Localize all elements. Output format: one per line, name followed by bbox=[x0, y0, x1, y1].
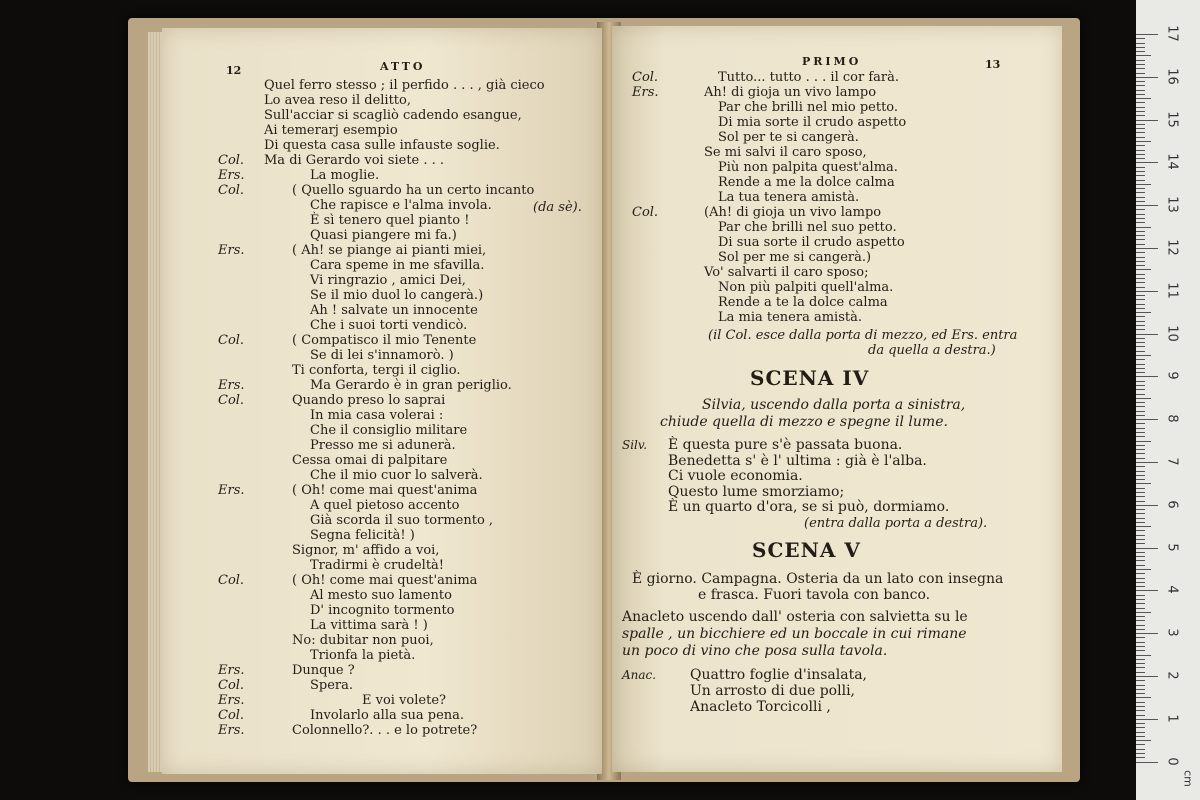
ruler-tick bbox=[1136, 676, 1158, 677]
verse-line: Colonnello?. . . e lo potrete? bbox=[292, 723, 478, 738]
ruler-unit: cm bbox=[1181, 770, 1195, 787]
scene-title: SCENA V bbox=[752, 538, 861, 562]
ruler-tick bbox=[1136, 162, 1158, 163]
verse-line: ( Quello sguardo ha un certo incanto bbox=[292, 183, 535, 198]
ruler-tick bbox=[1136, 180, 1145, 181]
ruler-tick bbox=[1136, 471, 1145, 472]
ruler-tick bbox=[1136, 492, 1145, 493]
ruler-tick bbox=[1136, 488, 1145, 489]
ruler-tick bbox=[1136, 150, 1145, 151]
ruler-tick bbox=[1136, 483, 1151, 484]
ruler-tick bbox=[1136, 496, 1145, 497]
ruler-tick bbox=[1136, 406, 1145, 407]
ruler-tick bbox=[1136, 526, 1151, 527]
left-page bbox=[162, 28, 602, 774]
ruler-tick bbox=[1136, 432, 1145, 433]
ruler-tick bbox=[1136, 543, 1145, 544]
stage-direction: spalle , un bicchiere ed un boccale in cui rimane bbox=[622, 626, 967, 642]
verse-line: (Ah! di gioja un vivo lampo bbox=[704, 205, 882, 220]
ruler-number: 10 bbox=[1164, 324, 1180, 342]
ruler-tick bbox=[1136, 411, 1145, 412]
ruler-tick bbox=[1136, 672, 1145, 673]
ruler-tick bbox=[1136, 625, 1145, 626]
ruler-tick bbox=[1136, 376, 1158, 377]
ruler-tick bbox=[1136, 620, 1145, 621]
ruler-number: 11 bbox=[1164, 282, 1180, 299]
verse-line: No: dubitar non puoi, bbox=[292, 633, 434, 648]
ruler-tick bbox=[1136, 132, 1145, 133]
verse-line: Lo avea reso il delitto, bbox=[264, 93, 411, 108]
ruler-tick bbox=[1136, 539, 1145, 540]
ruler-tick bbox=[1136, 732, 1145, 733]
ruler-tick bbox=[1136, 329, 1145, 330]
speaker-label: Ers. bbox=[218, 693, 245, 708]
verse-line: Presso me si adunerà. bbox=[310, 438, 456, 453]
ruler-tick bbox=[1136, 98, 1151, 99]
ruler-number: 3 bbox=[1164, 628, 1180, 637]
ruler-tick bbox=[1136, 295, 1145, 296]
scene-description: Silvia, uscendo dalla porta a sinistra, bbox=[702, 397, 966, 413]
ruler-tick bbox=[1136, 175, 1145, 176]
verse-line: Se mi salvi il caro sposo, bbox=[704, 145, 867, 160]
verse-line: La moglie. bbox=[310, 168, 380, 183]
ruler-tick bbox=[1136, 278, 1145, 279]
ruler-tick bbox=[1136, 239, 1145, 240]
running-header: PRIMO bbox=[802, 55, 862, 68]
verse-line: Al mesto suo lamento bbox=[310, 588, 452, 603]
ruler-tick bbox=[1136, 342, 1145, 343]
speaker-label: Col. bbox=[218, 183, 245, 198]
speaker-label: Ers. bbox=[218, 243, 245, 258]
ruler-tick bbox=[1136, 479, 1145, 480]
speaker-label: Col. bbox=[218, 153, 245, 168]
ruler-tick bbox=[1136, 107, 1145, 108]
ruler-tick bbox=[1136, 252, 1145, 253]
ruler-tick bbox=[1136, 73, 1145, 74]
ruler-tick bbox=[1136, 197, 1145, 198]
ruler-tick bbox=[1136, 633, 1158, 634]
ruler-tick bbox=[1136, 287, 1145, 288]
verse-line: Ai temerarj esempio bbox=[264, 123, 398, 138]
ruler-tick bbox=[1136, 603, 1145, 604]
verse-line: Spera. bbox=[310, 678, 354, 693]
ruler-tick bbox=[1136, 158, 1145, 159]
ruler-tick bbox=[1136, 214, 1145, 215]
ruler-number: 0 bbox=[1164, 756, 1180, 766]
verse-line: Ah! di gioja un vivo lampo bbox=[704, 85, 877, 100]
ruler-tick bbox=[1136, 312, 1151, 313]
ruler-number: 4 bbox=[1164, 585, 1180, 595]
verse-line: Tutto... tutto . . . il cor farà. bbox=[718, 70, 899, 85]
ruler-tick bbox=[1136, 398, 1151, 399]
speaker-label: Silv. bbox=[622, 438, 648, 452]
verse-line: Che il consiglio militare bbox=[310, 423, 468, 438]
ruler-tick bbox=[1136, 64, 1145, 65]
verse-line: ( Ah! se piange ai pianti miei, bbox=[292, 243, 487, 258]
ruler-tick bbox=[1136, 34, 1158, 35]
ruler-tick bbox=[1136, 364, 1145, 365]
ruler-tick bbox=[1136, 616, 1145, 617]
verse-line: Ma di Gerardo voi siete . . . bbox=[264, 153, 445, 168]
ruler-tick bbox=[1136, 475, 1145, 476]
ruler-tick bbox=[1136, 124, 1145, 125]
ruler-tick bbox=[1136, 522, 1145, 523]
speaker-label: Col. bbox=[218, 708, 245, 723]
ruler-number: 1 bbox=[1164, 714, 1180, 723]
ruler-tick bbox=[1136, 141, 1151, 142]
verse-line: Par che brilli nel suo petto. bbox=[718, 220, 897, 235]
verse-line: È un quarto d'ora, se si può, dormiamo. bbox=[668, 499, 950, 515]
verse-line: Che il mio cuor lo salverà. bbox=[310, 468, 483, 483]
verse-line: Vo' salvarti il caro sposo; bbox=[704, 265, 869, 280]
ruler-tick bbox=[1136, 736, 1145, 737]
stage-direction: (entra dalla porta a destra). bbox=[804, 516, 988, 531]
verse-line: Che rapisce e l'alma invola. bbox=[310, 198, 492, 213]
verse-line: E voi volete? bbox=[362, 693, 446, 708]
ruler-tick bbox=[1136, 137, 1145, 138]
verse-line: Rende a te la dolce calma bbox=[718, 295, 888, 310]
stage-direction: (il Col. esce dalla porta di mezzo, ed Ers. entra bbox=[708, 328, 1018, 343]
verse-line: Vi ringrazio , amici Dei, bbox=[310, 273, 466, 288]
ruler-tick bbox=[1136, 453, 1145, 454]
ruler-tick bbox=[1136, 723, 1145, 724]
verse-line: Par che brilli nel mio petto. bbox=[718, 100, 899, 115]
speaker-label: Ers. bbox=[218, 378, 245, 393]
ruler-tick bbox=[1136, 445, 1145, 446]
verse-line: Che i suoi torti vendicò. bbox=[310, 318, 468, 333]
ruler-tick bbox=[1136, 659, 1145, 660]
stage-direction: un poco di vino che posa sulla tavola. bbox=[622, 643, 888, 659]
ruler-tick bbox=[1136, 316, 1145, 317]
ruler-tick bbox=[1136, 706, 1145, 707]
ruler-tick bbox=[1136, 727, 1145, 728]
ruler-tick bbox=[1136, 655, 1151, 656]
verse-line: Ti conforta, tergi il ciglio. bbox=[292, 363, 461, 378]
ruler-tick bbox=[1136, 265, 1145, 266]
ruler-number: 17 bbox=[1164, 25, 1180, 42]
ruler-tick bbox=[1136, 466, 1145, 467]
verse-line: Segna felicità! ) bbox=[310, 528, 415, 543]
ruler-tick bbox=[1136, 569, 1151, 570]
ruler-tick bbox=[1136, 449, 1145, 450]
speaker-label: Anac. bbox=[622, 668, 657, 682]
ruler-tick bbox=[1136, 573, 1145, 574]
ruler-tick bbox=[1136, 582, 1145, 583]
verse-line: Se il mio duol lo cangerà.) bbox=[310, 288, 484, 303]
ruler-tick bbox=[1136, 346, 1145, 347]
ruler-tick bbox=[1136, 586, 1145, 587]
ruler-tick bbox=[1136, 513, 1145, 514]
speaker-label: Col. bbox=[218, 678, 245, 693]
ruler-tick bbox=[1136, 419, 1158, 420]
ruler-tick bbox=[1136, 308, 1145, 309]
ruler-tick bbox=[1136, 560, 1145, 561]
measuring-ruler bbox=[1136, 0, 1200, 800]
scene-description: È giorno. Campagna. Osteria da un lato con insegna bbox=[632, 571, 1004, 587]
ruler-tick bbox=[1136, 389, 1145, 390]
ruler-tick bbox=[1136, 565, 1145, 566]
ruler-number: 12 bbox=[1164, 239, 1180, 256]
ruler-tick bbox=[1136, 590, 1158, 591]
ruler-tick bbox=[1136, 693, 1145, 694]
speaker-label: Ers. bbox=[218, 168, 245, 183]
verse-line: La vittima sarà ! ) bbox=[310, 618, 428, 633]
speaker-label: Col. bbox=[218, 573, 245, 588]
page-number: 13 bbox=[985, 58, 1001, 71]
ruler-tick bbox=[1136, 205, 1158, 206]
verse-line: ( Oh! come mai quest'anima bbox=[292, 483, 478, 498]
right-page bbox=[612, 26, 1062, 772]
ruler-tick bbox=[1136, 458, 1145, 459]
ruler-tick bbox=[1136, 304, 1145, 305]
ruler-tick bbox=[1136, 556, 1145, 557]
ruler-tick bbox=[1136, 368, 1145, 369]
ruler-tick bbox=[1136, 201, 1145, 202]
ruler-number: 8 bbox=[1164, 414, 1180, 423]
ruler-tick bbox=[1136, 415, 1145, 416]
ruler-tick bbox=[1136, 128, 1145, 129]
ruler-tick bbox=[1136, 248, 1158, 249]
speaker-label: Col. bbox=[632, 205, 659, 220]
verse-line: Ma Gerardo è in gran periglio. bbox=[310, 378, 512, 393]
verse-line: Se di lei s'innamorò. ) bbox=[310, 348, 454, 363]
stage-direction: da quella a destra.) bbox=[868, 343, 996, 358]
ruler-tick bbox=[1136, 680, 1145, 681]
ruler-tick bbox=[1136, 715, 1145, 716]
verse-line: È sì tenero quel pianto ! bbox=[310, 213, 470, 228]
ruler-tick bbox=[1136, 637, 1145, 638]
ruler-number: 9 bbox=[1164, 371, 1180, 381]
page-number: 12 bbox=[226, 64, 242, 77]
ruler-tick bbox=[1136, 762, 1158, 763]
verse-line: Cessa omai di palpitare bbox=[292, 453, 448, 468]
stage-direction-text: Anacleto uscendo dall' osteria con salvietta su le bbox=[622, 609, 968, 625]
ruler-tick bbox=[1136, 595, 1145, 596]
ruler-tick bbox=[1136, 612, 1151, 613]
ruler-tick bbox=[1136, 441, 1151, 442]
ruler-tick bbox=[1136, 244, 1145, 245]
ruler-number: 13 bbox=[1164, 196, 1180, 213]
stage-aside: (da sè). bbox=[533, 200, 582, 215]
ruler-tick bbox=[1136, 184, 1151, 185]
ruler-tick bbox=[1136, 291, 1158, 292]
ruler-tick bbox=[1136, 325, 1145, 326]
verse-line: Di sua sorte il crudo aspetto bbox=[718, 235, 905, 250]
speaker-label: Ers. bbox=[218, 663, 245, 678]
ruler-tick bbox=[1136, 436, 1145, 437]
ruler-tick bbox=[1136, 102, 1145, 103]
ruler-tick bbox=[1136, 269, 1151, 270]
ruler-tick bbox=[1136, 385, 1145, 386]
speaker-label: Ers. bbox=[632, 85, 659, 100]
verse-line: Sull'acciar si scagliò cadendo esangue, bbox=[264, 108, 522, 123]
ruler-tick bbox=[1136, 428, 1145, 429]
ruler-tick bbox=[1136, 642, 1145, 643]
stage-direction bbox=[622, 610, 968, 625]
ruler-tick bbox=[1136, 663, 1145, 664]
ruler-tick bbox=[1136, 209, 1145, 210]
ruler-tick bbox=[1136, 171, 1145, 172]
running-header: ATTO bbox=[380, 60, 426, 73]
verse-line: In mia casa volerai : bbox=[310, 408, 444, 423]
speaker-label: Ers. bbox=[218, 483, 245, 498]
ruler-tick bbox=[1136, 282, 1145, 283]
ruler-tick bbox=[1136, 685, 1145, 686]
ruler-tick bbox=[1136, 757, 1145, 758]
verse-line: Ci vuole economia. bbox=[668, 468, 803, 484]
ruler-tick bbox=[1136, 55, 1151, 56]
verse-line: Quasi piangere mi fa.) bbox=[310, 228, 457, 243]
ruler-tick bbox=[1136, 222, 1145, 223]
ruler-tick bbox=[1136, 218, 1145, 219]
verse-line: Cara speme in me sfavilla. bbox=[310, 258, 485, 273]
ruler-number: 6 bbox=[1164, 500, 1180, 509]
ruler-tick bbox=[1136, 505, 1158, 506]
verse-line: Non più palpiti quell'alma. bbox=[718, 280, 894, 295]
ruler-tick bbox=[1136, 338, 1145, 339]
ruler-number: 7 bbox=[1164, 457, 1180, 466]
ruler-tick bbox=[1136, 261, 1145, 262]
verse-line: Signor, m' affido a voi, bbox=[292, 543, 440, 558]
speaker-label: Col. bbox=[632, 70, 659, 85]
ruler-tick bbox=[1136, 145, 1145, 146]
verse-line: Di mia sorte il crudo aspetto bbox=[718, 115, 907, 130]
ruler-tick bbox=[1136, 355, 1151, 356]
verse-line: D' incognito tormento bbox=[310, 603, 455, 618]
ruler-tick bbox=[1136, 394, 1145, 395]
ruler-tick bbox=[1136, 423, 1145, 424]
verse-line: Involarlo alla sua pena. bbox=[310, 708, 465, 723]
ruler-tick bbox=[1136, 381, 1145, 382]
ruler-tick bbox=[1136, 274, 1145, 275]
speaker-label: Ers. bbox=[218, 723, 245, 738]
ruler-tick bbox=[1136, 372, 1145, 373]
ruler-tick bbox=[1136, 90, 1145, 91]
ruler-number: 15 bbox=[1164, 110, 1180, 128]
verse-line: Sol per me si cangerà.) bbox=[718, 250, 872, 265]
ruler-tick bbox=[1136, 744, 1145, 745]
ruler-tick bbox=[1136, 402, 1145, 403]
verse-line: Più non palpita quest'alma. bbox=[718, 160, 898, 175]
ruler-tick bbox=[1136, 231, 1145, 232]
ruler-tick bbox=[1136, 629, 1145, 630]
ruler-tick bbox=[1136, 548, 1158, 549]
verse-line: Già scorda il suo tormento , bbox=[310, 513, 494, 528]
ruler-tick bbox=[1136, 530, 1145, 531]
verse-line: Trionfa la pietà. bbox=[310, 648, 416, 663]
ruler-tick bbox=[1136, 154, 1145, 155]
ruler-tick bbox=[1136, 359, 1145, 360]
ruler-tick bbox=[1136, 689, 1145, 690]
ruler-tick bbox=[1136, 719, 1158, 720]
ruler-tick bbox=[1136, 535, 1145, 536]
ruler-tick bbox=[1136, 608, 1145, 609]
ruler-tick bbox=[1136, 299, 1145, 300]
verse-line: Questo lume smorziamo; bbox=[668, 483, 845, 500]
ruler-tick bbox=[1136, 753, 1145, 754]
verse-line: Un arrosto di due polli, bbox=[690, 683, 855, 699]
ruler-tick bbox=[1136, 710, 1145, 711]
scene-description: chiude quella di mezzo e spegne il lume. bbox=[660, 414, 948, 430]
verse-line: ( Oh! come mai quest'anima bbox=[292, 573, 478, 588]
ruler-tick bbox=[1136, 749, 1145, 750]
verse-line: Quel ferro stesso ; il perfido . . . , già cieco bbox=[264, 78, 545, 93]
ruler-tick bbox=[1136, 599, 1145, 600]
ruler-number: 16 bbox=[1164, 68, 1180, 85]
ruler-tick bbox=[1136, 351, 1145, 352]
verse-line: ( Compatisco il mio Tenente bbox=[292, 333, 477, 348]
verse-line: La tua tenera amistà. bbox=[718, 190, 860, 205]
ruler-tick bbox=[1136, 578, 1145, 579]
ruler-tick bbox=[1136, 227, 1151, 228]
verse-line: Dunque ? bbox=[292, 663, 355, 678]
ruler-tick bbox=[1136, 518, 1145, 519]
speaker-label: Col. bbox=[218, 393, 245, 408]
ruler-tick bbox=[1136, 650, 1145, 651]
verse-line: Quando preso lo saprai bbox=[292, 393, 446, 408]
ruler-tick bbox=[1136, 667, 1145, 668]
verse-line: Anacleto Torcicolli , bbox=[690, 699, 831, 715]
ruler-tick bbox=[1136, 235, 1145, 236]
verse-line: Ah ! salvate un innocente bbox=[310, 303, 478, 318]
ruler-tick bbox=[1136, 697, 1151, 698]
ruler-tick bbox=[1136, 509, 1145, 510]
verse-line: La mia tenera amistà. bbox=[718, 310, 862, 325]
ruler-tick bbox=[1136, 43, 1145, 44]
ruler-tick bbox=[1136, 115, 1145, 116]
scene-description: e frasca. Fuori tavola con banco. bbox=[698, 587, 931, 603]
ruler-tick bbox=[1136, 85, 1145, 86]
ruler-tick bbox=[1136, 94, 1145, 95]
ruler-tick bbox=[1136, 47, 1145, 48]
ruler-tick bbox=[1136, 60, 1145, 61]
ruler-tick bbox=[1136, 188, 1145, 189]
verse-line: Sol per te si cangerà. bbox=[718, 130, 859, 145]
verse-line: Quattro foglie d'insalata, bbox=[690, 667, 868, 683]
ruler-tick bbox=[1136, 646, 1145, 647]
ruler-number: 2 bbox=[1164, 671, 1180, 680]
ruler-tick bbox=[1136, 462, 1158, 463]
speaker-label: Col. bbox=[218, 333, 245, 348]
scene-title: SCENA IV bbox=[750, 366, 870, 390]
verse-line: Tradirmi è crudeltà! bbox=[310, 558, 445, 573]
ruler-tick bbox=[1136, 81, 1145, 82]
ruler-tick bbox=[1136, 552, 1145, 553]
ruler-tick bbox=[1136, 111, 1145, 112]
ruler-tick bbox=[1136, 51, 1145, 52]
verse-line: Benedetta s' è l' ultima : già è l'alba. bbox=[668, 452, 927, 469]
verse-line: Rende a me la dolce calma bbox=[718, 175, 895, 190]
ruler-tick bbox=[1136, 740, 1151, 741]
ruler-tick bbox=[1136, 77, 1158, 78]
ruler-tick bbox=[1136, 68, 1145, 69]
ruler-number: 14 bbox=[1164, 153, 1180, 171]
verse-line: Di questa casa sulle infauste soglie. bbox=[264, 138, 500, 153]
ruler-tick bbox=[1136, 38, 1145, 39]
ruler-tick bbox=[1136, 257, 1145, 258]
verse-line: È questa pure s'è passata buona. bbox=[668, 437, 903, 453]
ruler-tick bbox=[1136, 334, 1158, 335]
ruler-tick bbox=[1136, 702, 1145, 703]
ruler-tick bbox=[1136, 501, 1145, 502]
ruler-tick bbox=[1136, 167, 1145, 168]
ruler-number: 5 bbox=[1164, 542, 1180, 552]
ruler-tick bbox=[1136, 192, 1145, 193]
ruler-tick bbox=[1136, 120, 1158, 121]
verse-line: A quel pietoso accento bbox=[310, 498, 460, 513]
ruler-tick bbox=[1136, 321, 1145, 322]
